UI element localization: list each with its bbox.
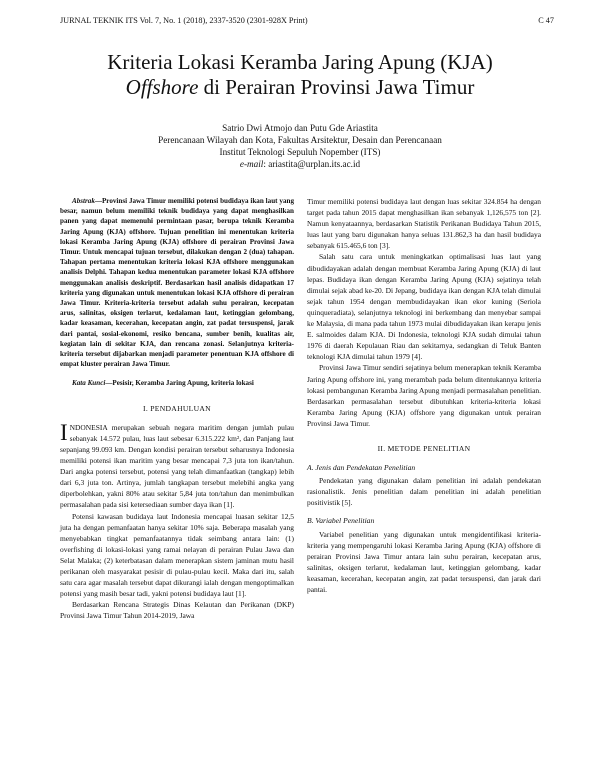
title-line-2 [0,75,600,100]
author-block [0,122,600,170]
abstract-text: —Provinsi Jawa Timur memiliki potensi budidaya ikan laut yang besar, namun belum memiliki teknik budidaya yang dapat menghasilkan panen yang dapat memenuhi permintaan pasar, berupa teknik Keramba Jaring Apung (KJA) offshore. Tujuan penelitian ini menentukan kriteria lokasi Keramba Jaring Apung (KJA) offshore di perairan Provinsi Jawa Timur. Untuk mencapai tujuan tersebut, dilakukan dengan 2 (dua) tahapan. Tahapan pertama menentukan kriteria lokasi KJA offshore menggunakan analisis Delphi. Tahapan kedua menentukan parameter lokasi KJA offshore menggunakan analisis deskriptif. Berdasarkan hasil analisis didapatkan 17 kriteria yang digunakan untuk menentukan lokasi KJA offshore di perairan Jawa Timur. Kriteria-kriteria tersebut adalah suhu perairan, kecepatan arus, salinitas, oksigen terlarut, kedalaman laut, ketinggian gelombang, kadar keasaman, kecerahan, kecepatan angin, zat padat tersuspensi, jarak dari pantai, sosial-ekonomi, resiko bencana, sumber benih, kualitas air, kegiatan lain di sekitar KJA, dan rencana zonasi. Selanjutnya kriteria-kriteria tersebut dijabarkan menjadi parameter penentuan KJA offshore di empat kluster perairan Jawa Timur. [60,197,294,369]
page-number: C 47 [538,16,554,25]
subsection-heading-b: B. Variabel Penelitian [307,516,375,526]
left-column [60,196,294,621]
intro-paragraph-3-continued: Timur memiliki potensi budidaya laut dengan luas sekitar 324.854 ha dengan target pada tahun 2015 dapat menghasilkan ikan sebanyak 1,126,575 ton [2]. Namun kenyataannya, berdasarkan Statistik Perikanan Budidaya Tahun 2015, luas laut yang baru digunakan hanya seluas 131.862,3 ha dan hasil budidaya sebanyak 615.465,6 ton [3]. [307,197,541,251]
keywords [60,378,294,388]
author-department: Perencanaan Wilayah dan Kota, Fakultas Arsitektur, Desain dan Perencanaan [158,135,442,145]
paper-title [0,50,600,100]
author-names: Satrio Dwi Atmojo dan Putu Gde Ariastita [222,123,378,133]
intro-paragraph-3: Berdasarkan Rencana Strategis Dinas Kelautan dan Perikanan (DKP) Provinsi Jawa Timur Tahun 2014-2019, Jawa [60,600,294,621]
email-address[interactable]: : ariastita@urplan.its.ac.id [263,159,361,169]
email-label: e-mail [239,159,264,169]
running-header [60,16,554,25]
journal-citation: JURNAL TEKNIK ITS Vol. 7, No. 1 (2018), 2337-3520 (2301-928X Print) [60,16,308,25]
intro-paragraph-4: Salah satu cara untuk meningkatkan optimalisasi luas laut yang dibudidayakan adalah dengan membuat Keramba Jaring Apung (KJA) di laut lepas. Budidaya ikan dengan Keramba Jaring Apung (KJA) sejatinya telah dimulai sejak abad ke-20. Di Jepang, budidaya ikan dengan KJA telah dimulai sejak tahun 1954 dengan membudidayakan ikan ekor kuning (Seriola quinqueradiata), selanjutnya teknologi ini berkembang dan menyebar sampai ke Malaysia, di mana pada tahun 1973 mulai dibudidayakan ikan kerapu jenis E. salmoides dalam KJA. Di Indonesia, teknologi KJA sudah dimulai tahun 1976 di daerah Kepulauan Riau dan sekitarnya, sedangkan di Teluk Banten teknologi KJA dimulai tahun 1979 [4]. [307,252,541,362]
intro-paragraph-1 [60,419,294,511]
drop-cap: I [60,419,68,445]
title-line-2-rest: di Perairan Provinsi Jawa Timur [198,75,475,99]
subsection-heading-a: A. Jenis dan Pendekatan Penelitian [307,463,416,473]
title-italic-word: Offshore [125,75,199,99]
keywords-text: —Pesisir, Keramba Jaring Apung, kriteria lokasi [105,379,254,388]
abstract [60,196,294,369]
title-line-1: Kriteria Lokasi Keramba Jaring Apung (KJA) [107,50,493,74]
intro-paragraph-2: Potensi kawasan budidaya laut Indonesia mencapai luasan sekitar 12,5 juta ha dengan pemanfaatan hanya sekitar 10% saja. Beberapa masalah yang menyebabkan tingkat pemanfaatannya tidak seimbang antara lain: (1) overfishing di lokasi-lokasi yang ramai nelayan di perairan Pulau Jawa dan Selat Malaka; (2) keterbatasan dalam menerapkan sistem jaminan mutu hasil perikanan oleh masyarakat pesisir di pulau-pulau kecil. Maka dari itu, salah satu cara agar masalah tersebut dapat dikurangi ialah dengan mengoptimalkan potensi yang masih besar tadi, yakni potensi budidaya laut [1]. [60,511,294,599]
author-institution: Institut Teknologi Sepuluh Nopember (ITS) [219,147,381,157]
methods-paragraph-a: Pendekatan yang digunakan dalam penelitian ini adalah pendekatan rasionalistik. Jenis penelitian dalam penelitian ini adalah penelitian positivistik [5]. [307,476,541,508]
keywords-lead: Kata Kunci [72,379,106,388]
intro-paragraph-1-text: NDONESIA merupakan sebuah negara maritim dengan jumlah pulau sebanyak 14.572 pulau, luas laut sebesar 6.315.222 km², dan Panjang laut sepanjang 99.093 km. Dengan kondisi perairan tersebut seharusnya Indonesia memiliki potensi ikan maritim yang besar mencapai 7,3 juta ton ikan/tahun. Dari angka potensi tersebut, potensi yang telah dimanfaatkan (tangkap) lebih dari 6,3 juta ton. Artinya, jumlah tangkapan tersebut melebihi angka yang diperbolehkan, yakni 80% atau sekitar 5,84 juta ton/tahun dan menimbulkan permasalahan pada sisi ketersediaan sumber daya ikan [1]. [60,422,294,510]
intro-paragraph-5: Provinsi Jawa Timur sendiri sejatinya belum menerapkan teknik Keramba Jaring Apung offshore ini, yang merambah pada belum ditentukannya kriteria lokasi pembangunan Keramba Jaring Apung menjadi permasalahan penelitian. Berdasarkan permasalahan tersebut dibutuhkan kriteria-kriteria lokasi Keramba Jaring Apung (KJA) offshore yang digunakan untuk perairan Provinsi Jawa Timur. [307,363,541,428]
right-column [307,196,541,595]
abstract-lead: Abstrak [72,197,95,205]
methods-paragraph-b: Variabel penelitian yang digunakan untuk mengidentifikasi kriteria-kriteria yang mempengaruhi lokasi Keramba Jaring Apung (KJA) offshore di perairan Provinsi Jawa Timur antara lain suhu perairan, kecepatan arus, salinitas, oksigen terlarut, kedalaman laut, ketinggian gelombang, kadar keasaman, kecerahan, kecepatan angin, zat padat tersuspensi, dan jarak dari pantai. [307,529,541,594]
section-heading-methods: II. METODE PENELITIAN [377,443,471,453]
author-email [0,158,600,170]
section-heading-introduction: I. PENDAHULUAN [143,403,211,413]
